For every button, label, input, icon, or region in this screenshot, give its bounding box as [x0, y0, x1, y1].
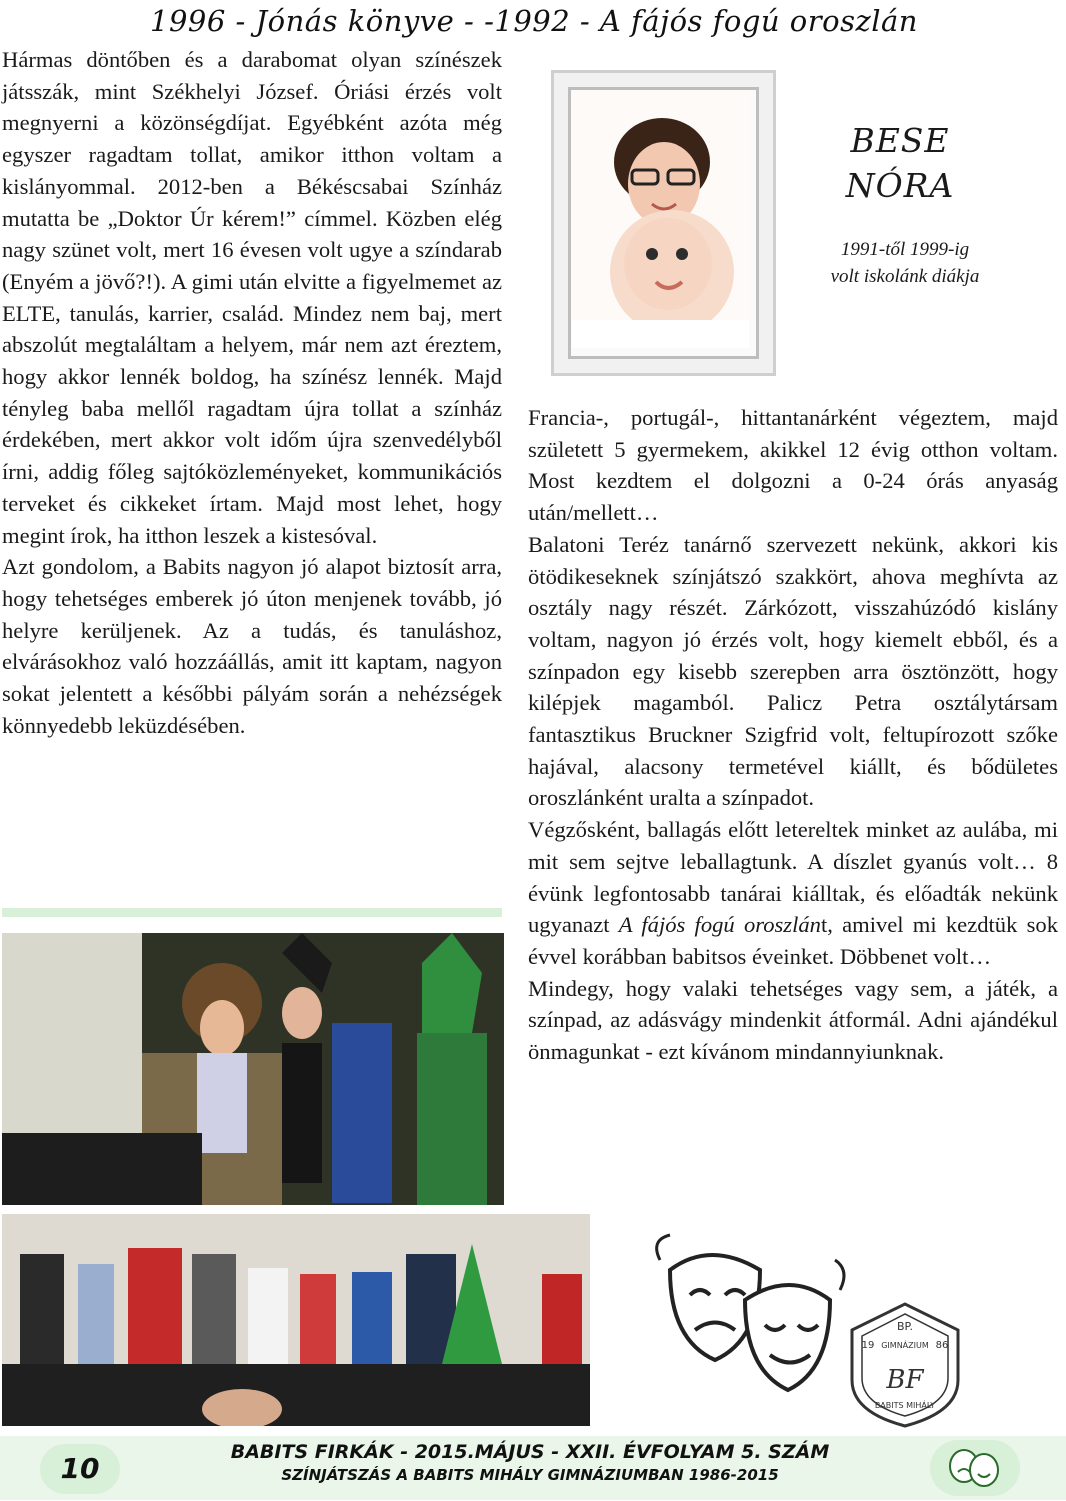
seal-top-text: BP. — [897, 1320, 913, 1333]
section-divider — [2, 908, 502, 917]
left-paragraph-2: Azt gondolom, a Babits nagyon jó alapot biztosít arra, hogy tehetséges emberek jó úton menjenek tovább, jó helyre kerüljenek. Az a tudás, és tanuláshoz, elvárásokhoz való hozzáállás, amit itt kaptam, nagyon sokat jelentett a későbbi pályám során a nehézségek könnyedebb leküzdésében. — [2, 554, 502, 738]
profile-years-line1: 1991-től 1999-ig — [840, 239, 970, 260]
right-paragraph-3-start: Végzősként, ballagás előtt letereltek minket az aulába, mi mit sem sejtve leballagtunk. A díszlet gyanús volt… 8 évünk legfontosabb tanárai kiálltak, és előadták nekünk ugyanazt — [528, 817, 1058, 938]
stage-photo-cast — [2, 1214, 590, 1426]
right-paragraph-2: Balatoni Teréz tanárnő szervezett nekünk, akkori kis ötödikeseknek színjátszó szakkört, ahova meghívta az osztály nagy részét. Zárkózott, visszahúzódó kislány voltam, nagyon jó érzés volt, hogy kiemelt ebből, és a színpadon egy kisebb szerepben arra ösztönzött, hogy kilépjek magamból. Palicz Petra osztálytársam fantasztikus Bruckner Szigfrid volt, feltupírozott szőke hajával, alacsony termetével kiállt, és bődületes oroszlánként uralta a színpadot. — [528, 531, 1058, 811]
right-paragraph-4: Mindegy, hogy valaki tehetséges vagy sem, a játék, a színpad, az adásvágy mindenkit átformál. Adni ajándékul önmagunkat - ezt kívánom mindannyiunknak. — [528, 975, 1058, 1065]
play-title-italic: A fájós fogú oroszlán — [618, 912, 821, 938]
profile-years — [790, 236, 1020, 290]
footer-publication-line: BABITS FIRKÁK - 2015.MÁJUS - XXII. ÉVFOLYAM 5. SZÁM — [230, 1441, 830, 1463]
seal-word: GIMNÁZIUM — [881, 1341, 929, 1350]
left-paragraph-1: Hármas döntőben és a darabomat olyan színészek játsszák, mint Székhelyi József. Óriási érzés volt megnyerni a közönségdíjat. Egyébként azóta még egyszer ragadtam tollat, amikor itthon voltam a kislányommal. 2012-ben a Békéscsabai Színház mutatta be „Doktor Úr kérem!” címmel. Közben elég nagy szünet volt, mert 16 évesen volt ugye a színdarab (Enyém a jövő?!). A gimi után elvitte a figyelmemet az ELTE, tanulás, karrier, család. Mindez nem baj, mert abszolút megtaláltam a helyem, már nem azt éreztem, hogy akkor lennék boldog, ha színész lennék. Majd tényleg baba mellől ragadtam újra tollat a színház érdekében, mert akkor volt időm újra szenvedélyből írni, addig főleg sajtóközleményeket, kommunikációs terveket és cikkeket írtam. Majd most lehet, hogy megint írok, ha itthon leszek a kistesóval. — [2, 47, 502, 548]
footer-masks-icon — [930, 1440, 1020, 1496]
footer-subtitle-line: SZÍNJÁTSZÁS A BABITS MIHÁLY GIMNÁZIUMBAN 1986-2015 — [281, 1466, 779, 1484]
profile-years-line2: volt iskolánk diákja — [830, 266, 980, 287]
left-text-column — [2, 44, 502, 741]
seal-right-number: 86 — [935, 1340, 949, 1351]
stage-photo-costumes-illustration — [2, 933, 504, 1205]
theatre-masks-icon — [650, 1230, 850, 1400]
portrait-photo — [572, 92, 749, 348]
seal-left-number: 19 — [861, 1340, 875, 1351]
school-seal-logo — [840, 1300, 970, 1430]
portrait-illustration — [572, 92, 749, 348]
page-header-title: 1996 - Jónás könyve - -1992 - A fájós fogú oroszlán — [150, 4, 918, 38]
seal-bottom-text: BABITS MIHÁLY — [874, 1401, 936, 1410]
right-paragraph-3-end: t, amivel mi kezdtük sok évvel korábban babitsos éveinket. Döbbenet volt… — [528, 912, 1059, 969]
profile-name-line2: NÓRA — [845, 166, 955, 205]
profile-name — [800, 118, 1000, 208]
right-paragraph-1: Francia-, portugál-, hittantanárként végeztem, majd született 5 gyermekem, akikkel 12 évig otthon voltam. Most kezdtem el dolgozni a 0-24 órás anyaság után/mellett… — [528, 405, 1058, 526]
page-number: 10 — [40, 1444, 120, 1494]
stage-photo-costumes — [2, 933, 504, 1205]
stage-photo-cast-illustration — [2, 1214, 590, 1426]
right-paragraph-3 — [528, 814, 1058, 973]
profile-name-line1: BESE — [850, 121, 950, 160]
seal-letters: BF — [886, 1365, 924, 1395]
right-text-column — [528, 402, 1058, 1068]
